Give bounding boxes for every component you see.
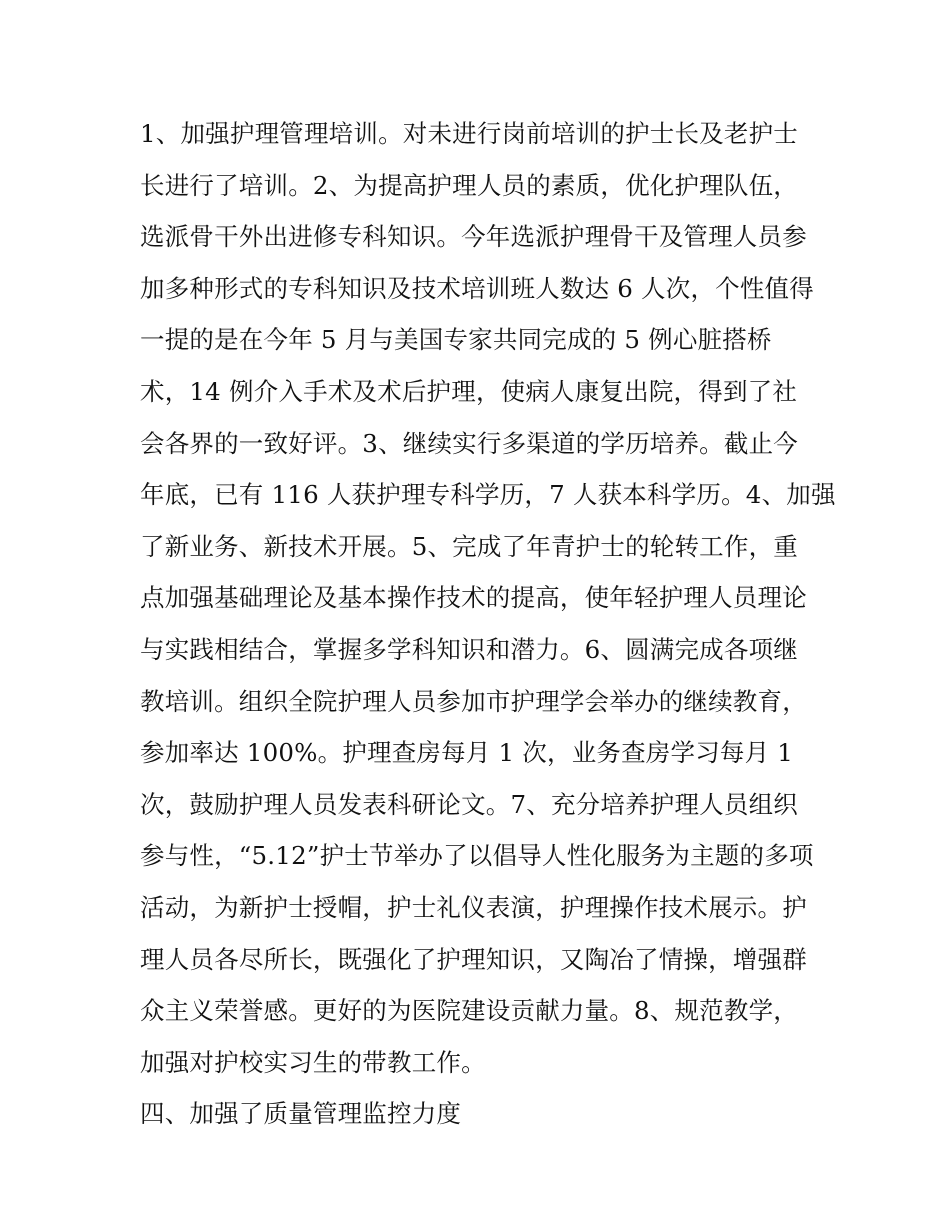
document-body — [140, 108, 836, 1140]
text-line: 教培训。组织全院护理人员参加市护理学会举办的继续教育， — [140, 686, 807, 716]
text-line: 会各界的一致好评。3、继续实行多渠道的学历培养。截止今 — [140, 428, 798, 458]
text-line: 加多种形式的专科知识及技术培训班人数达 6 人次，个性值得 — [140, 273, 814, 303]
text-line: 与实践相结合，掌握多学科知识和潜力。6、圆满完成各项继 — [140, 634, 798, 664]
text-line: 参加率达 100%。护理查房每月 1 次，业务查房学习每月 1 — [140, 738, 794, 768]
text-line: 理人员各尽所长，既强化了护理知识，又陶冶了情操，增强群 — [140, 944, 807, 974]
text-line: 参与性，“5.12”护士节举办了以倡导人性化服务为主题的多项 — [140, 841, 814, 871]
text-line: 众主义荣誉感。更好的为医院建设贡献力量。8、规范教学， — [140, 996, 798, 1026]
text-line: 次，鼓励护理人员发表科研论文。7、充分培养护理人员组织 — [140, 789, 798, 819]
text-line: 长进行了培训。2、为提高护理人员的素质，优化护理队伍， — [140, 170, 798, 200]
text-line: 选派骨干外出进修专科知识。今年选派护理骨干及管理人员参 — [140, 222, 807, 252]
text-line: 点加强基础理论及基本操作技术的提高，使年轻护理人员理论 — [140, 583, 807, 613]
text-line: 术，14 例介入手术及术后护理，使病人康复出院，得到了社 — [140, 376, 798, 406]
text-line: 1、加强护理管理培训。对未进行岗前培训的护士长及老护士 — [140, 119, 798, 148]
text-line: 活动，为新护士授帽，护士礼仪表演，护理操作技术展示。护 — [140, 892, 807, 922]
text-line: 年底，已有 116 人获护理专科学历，7 人获本科学历。4、加强 — [140, 480, 836, 510]
text-line: 加强对护校实习生的带教工作。 — [140, 1047, 486, 1077]
text-line: 了新业务、新技术开展。5、完成了年青护士的轮转工作，重 — [140, 531, 798, 561]
text-line: 一提的是在今年 5 月与美国专家共同完成的 5 例心脏搭桥 — [140, 325, 772, 355]
section-heading: 四、加强了质量管理监控力度 — [140, 1099, 462, 1129]
